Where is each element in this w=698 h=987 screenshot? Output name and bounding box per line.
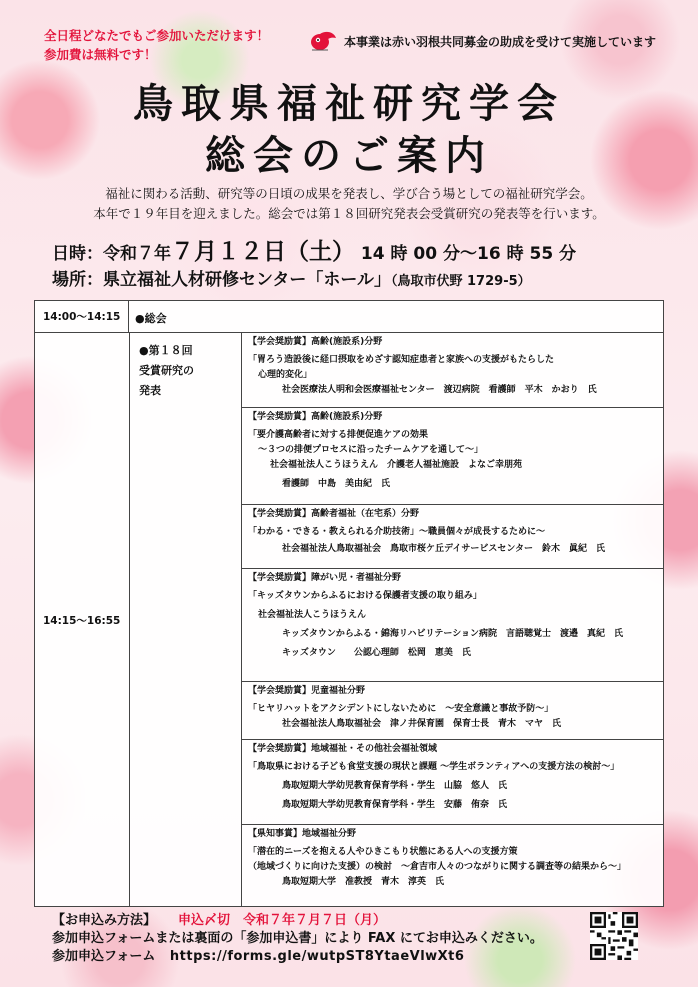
row2-time: 14:15〜16:55 — [35, 333, 130, 906]
qr-code-icon[interactable] — [590, 912, 638, 960]
sponsor-notice — [308, 28, 678, 54]
award-label: 【県知事賞】地域福祉分野 — [248, 829, 357, 839]
award-title-cont: 心理的変化」 — [258, 370, 313, 380]
award-label: 【学会奨励賞】高齢者福祉（在宅系）分野 — [248, 509, 420, 519]
intro-line-1: 福祉に関わる活動、研究等の日頃の成果を発表し、学び合う場としての福祉研究学会。 — [105, 186, 593, 201]
date-label: 日時：令和７年 — [52, 244, 171, 264]
award-title: 「ヒヤリハットをアクシデントにしないために 〜安全意識と事故予防〜」 — [248, 704, 554, 714]
award-item — [242, 505, 664, 569]
award-label: 【学会奨励賞】地域福祉・その他社会福祉領域 — [248, 744, 438, 754]
award-presenter: 社会医療法人明和会医療福祉センター 渡辺病院 看護師 平木 かおり 氏 — [282, 385, 597, 395]
award-label: 【学会奨励賞】高齢(施設系)分野 — [248, 337, 383, 347]
date-time: 14 時 00 分〜16 時 55 分 — [360, 244, 577, 264]
award-item — [242, 740, 664, 825]
place-address: （鳥取市伏野 1729-5） — [390, 274, 531, 289]
award-item — [242, 569, 664, 682]
award-item — [242, 333, 664, 408]
award-presenter: 看護師 中島 美由紀 氏 — [282, 479, 391, 489]
award-item — [242, 682, 664, 740]
free-notice — [44, 26, 269, 64]
award-presenter: キッズタウンからふる・錦海リハビリテーション病院 言語聴覚士 渡邉 真紀 氏 — [282, 629, 624, 639]
application-instructions: 参加申込フォームまたは裏面の「参加申込書」により FAX にてお申込みください。 — [52, 931, 543, 946]
row1-text: ●総会 — [135, 312, 167, 325]
award-label: 【学会奨励賞】児童福祉分野 — [248, 686, 366, 696]
date-month-day: ７月１２日 — [171, 239, 286, 265]
awards-list — [241, 333, 663, 906]
award-presenter: 社会福祉法人こうほうえん 介護老人福祉施設 よなご幸朋苑 — [270, 460, 523, 470]
award-presenter: キッズタウン 公認心理師 松岡 恵美 氏 — [282, 648, 471, 658]
date-weekday: （土） — [286, 239, 355, 265]
application-section — [52, 912, 543, 966]
intro-line-2: 本年で１９年目を迎えました。総会では第１８回研究発表会受賞研究の発表等を行います。 — [93, 206, 605, 221]
notice-line-2: 参加費は無料です！ — [44, 47, 157, 62]
award-presenter: 鳥取短期大学 准教授 青木 淳英 氏 — [282, 877, 445, 887]
row1-time: 14:00〜14:15 — [35, 301, 129, 332]
row2-subtitle-3: 発表 — [139, 384, 161, 397]
award-item — [242, 408, 664, 505]
award-title: 「胃ろう造設後に経口摂取をめざす認知症患者と家族への支援がもたらした — [248, 355, 555, 365]
red-feather-icon — [308, 28, 338, 54]
intro-text — [0, 184, 698, 224]
award-title: 「わかる・できる・教えられる介助技術」〜職員個々が成長するために〜 — [248, 527, 546, 537]
notice-line-1: 全日程どなたでもご参加いただけます！ — [44, 28, 270, 43]
form-label: 参加申込フォーム — [52, 949, 156, 964]
award-title: 「鳥取県における子ども食堂支援の現状と課題 〜学生ボランティアへの支援方法の検討〜」 — [248, 762, 620, 772]
application-deadline: 申込〆切 令和７年７月７日（月） — [178, 913, 387, 928]
award-presenter: 社会福祉法人こうほうえん — [258, 610, 367, 620]
award-presenter: 鳥取短期大学幼児教育保育学科・学生 安藤 侑奈 氏 — [282, 800, 508, 810]
award-title: 「要介護高齢者に対する排便促進ケアの効果 — [248, 430, 429, 440]
page-subtitle: 総会のご案内 — [205, 132, 493, 179]
application-heading: 【お申込み方法】 — [52, 913, 157, 928]
event-date — [52, 233, 576, 266]
schedule-table — [34, 300, 664, 907]
schedule-row-general-meeting — [35, 301, 663, 333]
award-title: 「キッズタウンからふるにおける保護者支援の取り組み」 — [248, 591, 482, 601]
award-label: 【学会奨励賞】障がい児・者福祉分野 — [248, 573, 402, 583]
award-title-cont: 〜３つの排便プロセスに沿ったチームケアを通して〜」 — [258, 445, 484, 455]
award-title-cont: （地域づくりに向けた支援）の検討 〜倉吉市人々のつながりに関する調査等の結果から〜」 — [248, 862, 627, 872]
row2-subtitle — [131, 341, 241, 401]
form-url-link[interactable]: https://forms.gle/wutpST8YtaeVlwXt6 — [169, 949, 465, 964]
award-presenter: 鳥取短期大学幼児教育保育学科・学生 山脇 悠人 氏 — [282, 781, 508, 791]
row2-subtitle-1: ●第１８回 — [139, 344, 193, 357]
page-title: 鳥取県福祉研究学会 — [133, 80, 565, 127]
award-label: 【学会奨励賞】高齢(施設系)分野 — [248, 412, 383, 422]
award-presenter: 社会福祉法人鳥取福祉会 鳥取市桜ケ丘デイサービスセンター 鈴木 眞紀 氏 — [282, 544, 606, 554]
event-place — [52, 265, 531, 290]
row2-subtitle-2: 受賞研究の — [139, 364, 194, 377]
award-item — [242, 825, 664, 906]
award-title: 「潜在的ニーズを抱える人やひきこもり状態にある人への支援方策 — [248, 847, 518, 857]
award-presenter: 社会福祉法人鳥取福祉会 津ノ井保育園 保育士長 青木 マヤ 氏 — [282, 719, 562, 729]
sponsor-text: 本事業は赤い羽根共同募金の助成を受けて実施しています — [344, 34, 657, 49]
place-label: 場所：県立福祉人材研修センター「ホール」 — [52, 270, 391, 290]
